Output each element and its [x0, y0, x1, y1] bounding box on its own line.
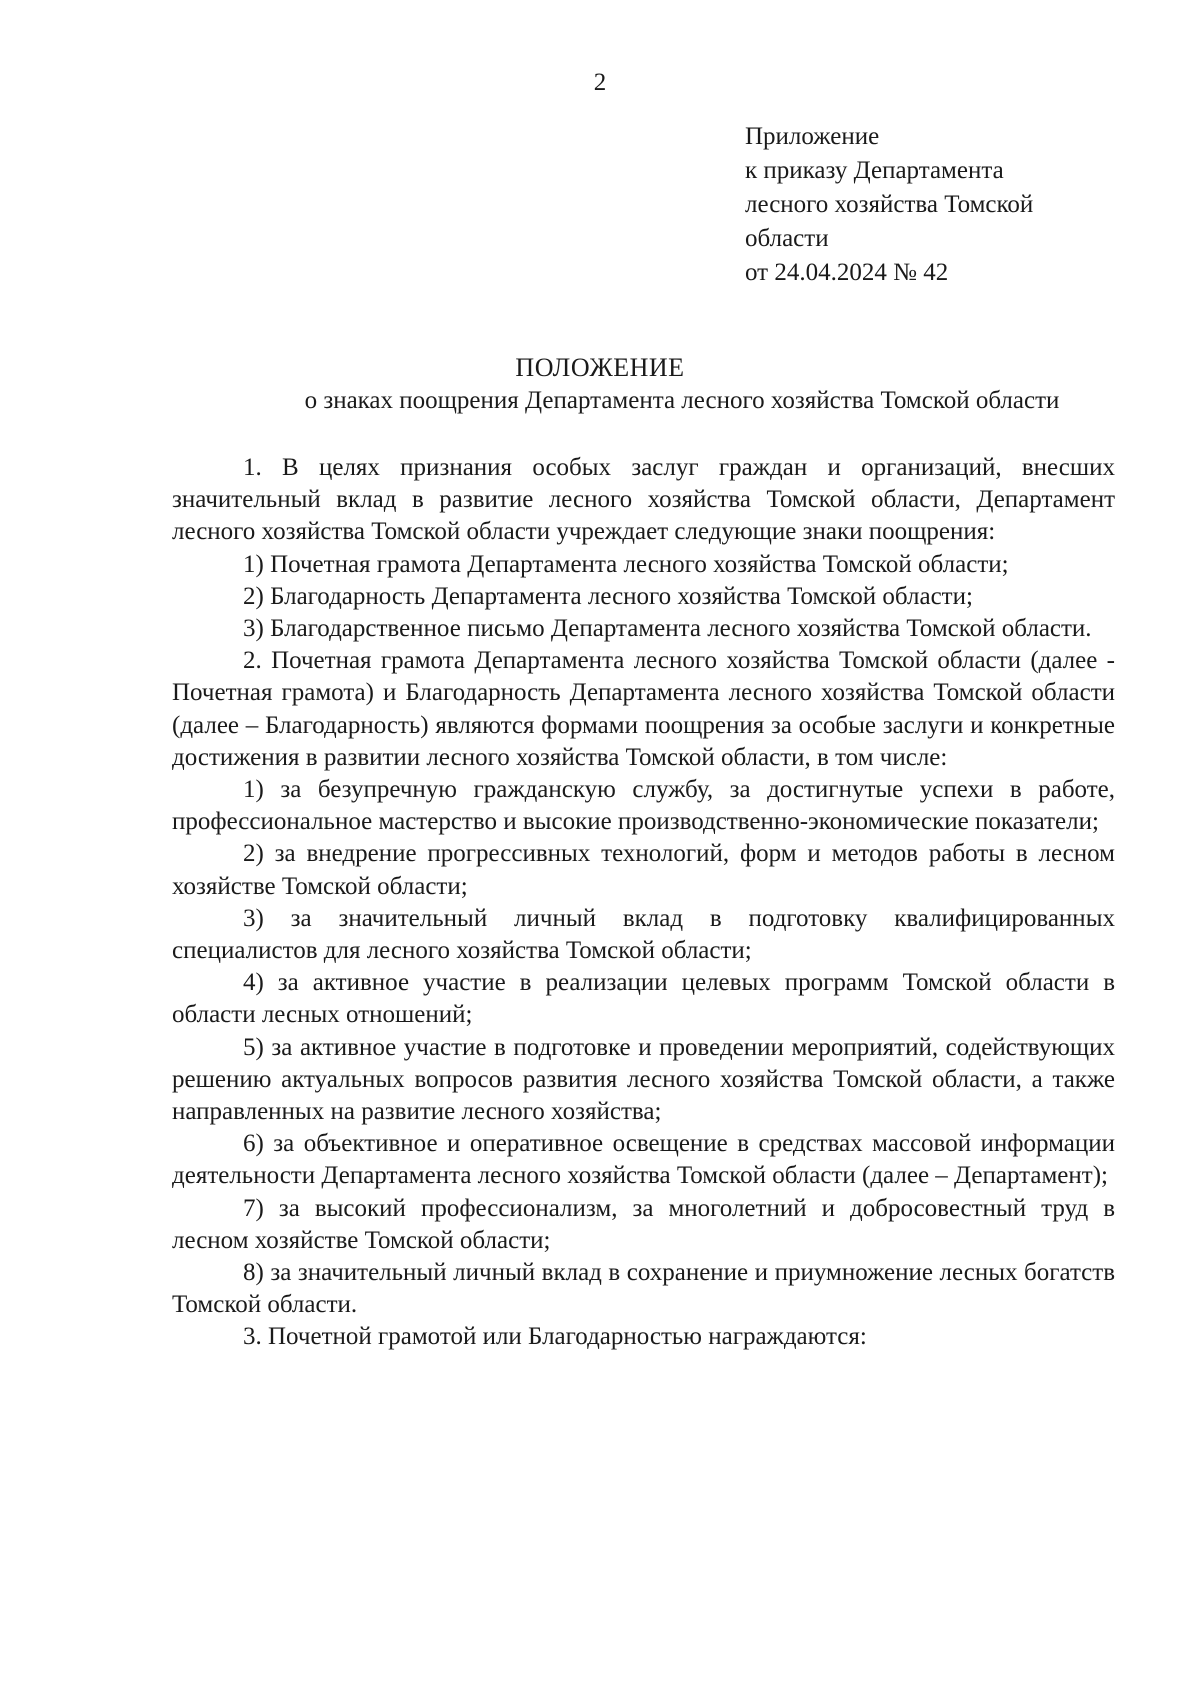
paragraph: 2) Благодарность Департамента лесного хозяйства Томской области; [243, 582, 973, 610]
paragraph: 2. Почетная грамота Департамента лесного хозяйства Томской области (далее - Почетная грамота) и Благодарность Департамента лесного хозяйства Томской области (далее – Благодарность) являются формами поощрения за особые заслуги и конкретные достижения в развитии лесного хозяйства Томской области, в том числе: [172, 647, 1115, 771]
paragraph: 3. Почетной грамотой или Благодарностью награждаются: [243, 1323, 867, 1351]
paragraph: 1. В целях признания особых заслуг граждан и организаций, внесших значительный вклад в развитие лесного хозяйства Томской области, Департамент лесного хозяйства Томской области учреждает следующие знаки поощрения: [172, 454, 1115, 546]
document-subtitle: о знаках поощрения Департамента лесного хозяйства Томской области [304, 387, 1060, 414]
paragraph: 8) за значительный личный вклад в сохранение и приумножение лесных богатств Томской области. [172, 1259, 1115, 1319]
appendix-line: области [745, 225, 829, 252]
appendix-line: от 24.04.2024 № 42 [745, 259, 949, 286]
document-body [172, 452, 1115, 1354]
paragraph: 6) за объективное и оперативное освещение в средствах массовой информации деятельности Департамента лесного хозяйства Томской области (далее – Департамент); [172, 1130, 1115, 1190]
paragraph: 3) за значительный личный вклад в подготовку квалифицированных специалистов для лесного хозяйства Томской области; [172, 904, 1115, 965]
paragraph: 2) за внедрение прогрессивных технологий, форм и методов работы в лесном хозяйстве Томской области; [172, 840, 1115, 900]
paragraph: 1) за безупречную гражданскую службу, за достигнутые успехи в работе, профессиональное мастерство и высокие производственно-экономические показатели; [172, 776, 1115, 836]
appendix-line: к приказу Департамента [745, 157, 1004, 184]
appendix-line: Приложение [745, 123, 880, 150]
paragraph: 1) Почетная грамота Департамента лесного хозяйства Томской области; [243, 550, 1009, 578]
appendix-block [745, 120, 1165, 290]
paragraph: 4) за активное участие в реализации целевых программ Томской области в области лесных отношений; [172, 969, 1115, 1029]
page-number: 2 [593, 69, 607, 96]
appendix-line: лесного хозяйства Томской [745, 191, 1034, 218]
paragraph: 3) Благодарственное письмо Департамента лесного хозяйства Томской области. [243, 615, 1092, 643]
document-title: ПОЛОЖЕНИЕ [515, 353, 685, 382]
paragraph: 5) за активное участие в подготовке и проведении мероприятий, содействующих решению актуальных вопросов развития лесного хозяйства Томской области, а также направленных на развитие лесного хозяйства; [172, 1033, 1115, 1126]
paragraph: 7) за высокий профессионализм, за многолетний и добросовестный труд в лесном хозяйстве Томской области; [172, 1194, 1115, 1254]
